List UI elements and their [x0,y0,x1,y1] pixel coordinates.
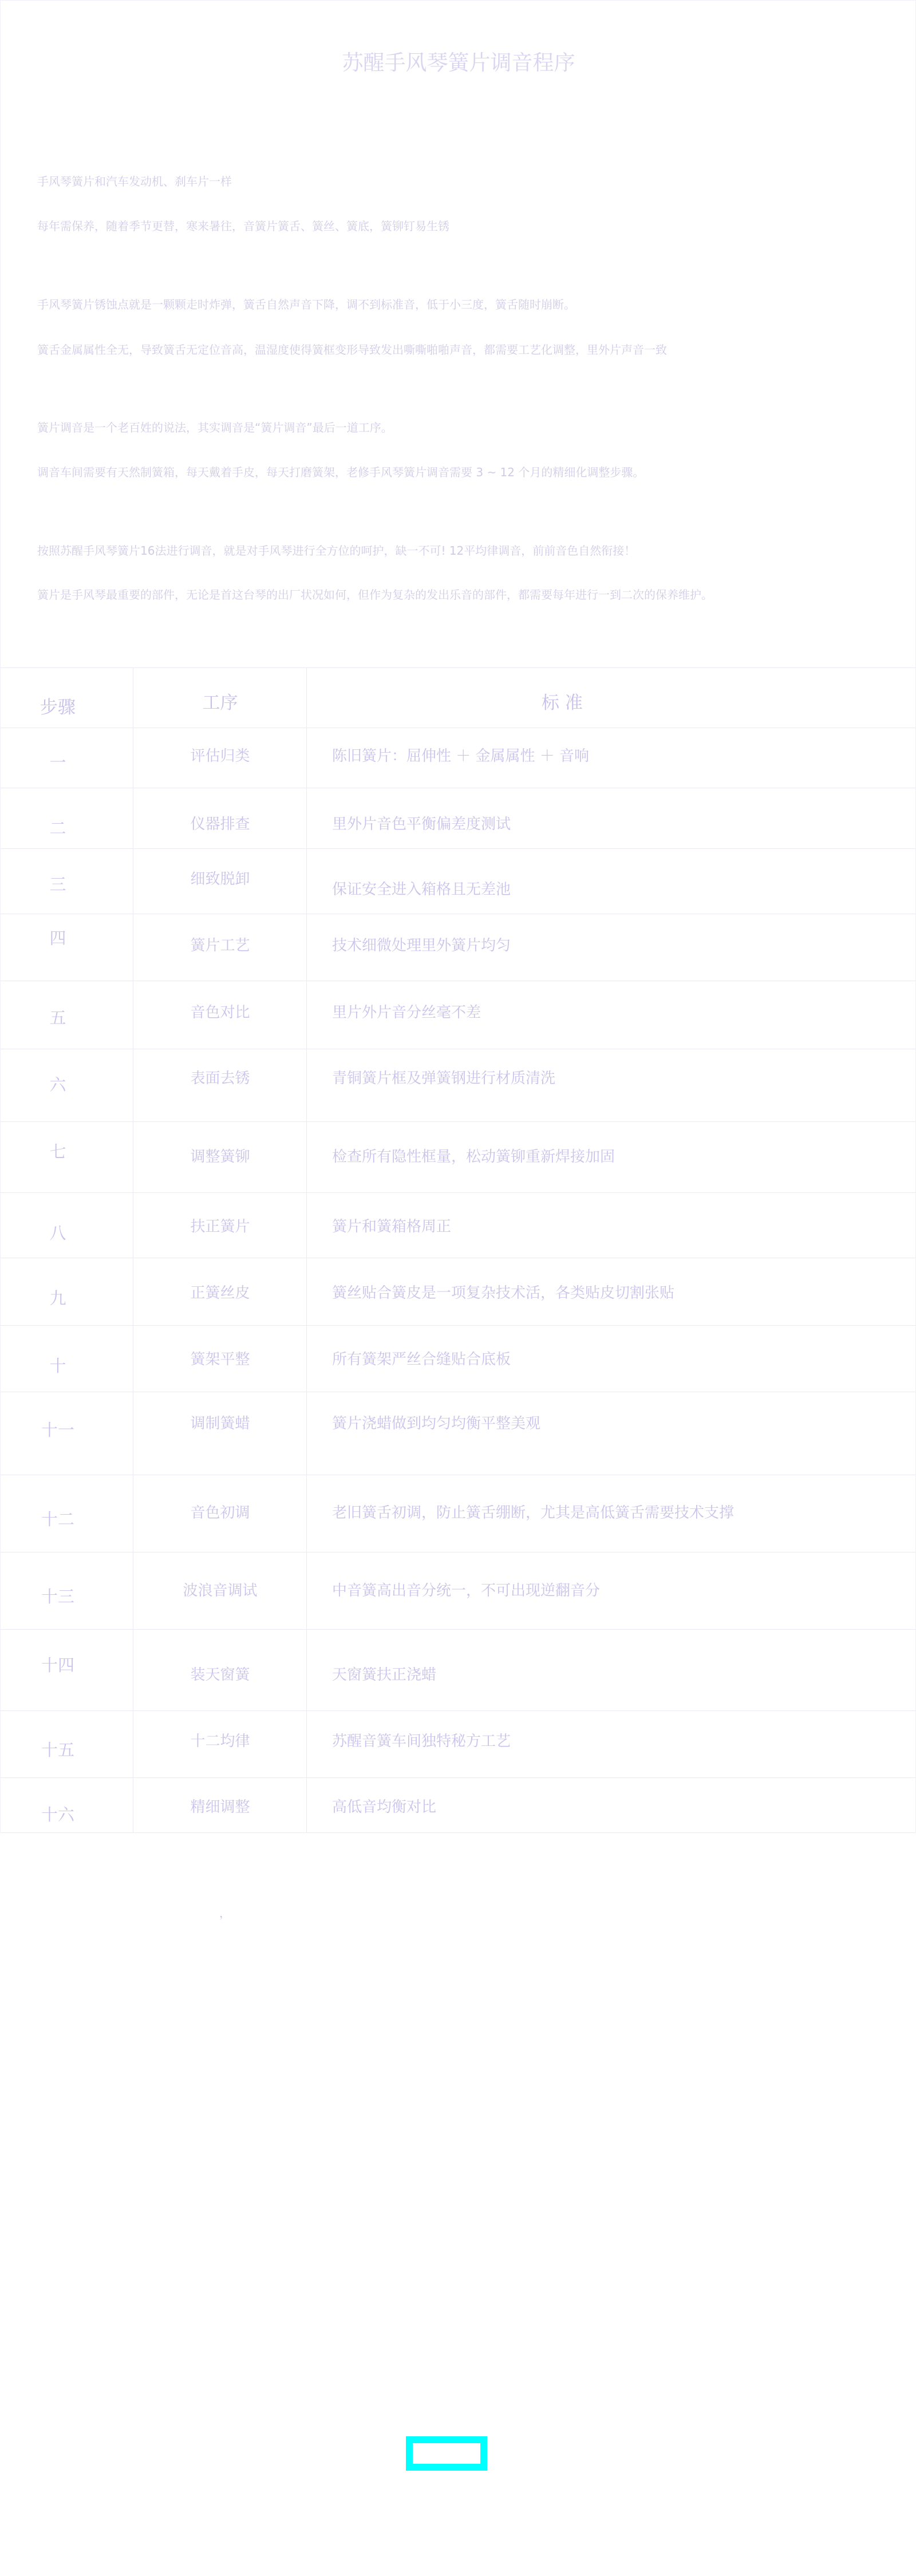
table-row [1,1258,915,1326]
row-step: 七 [49,1142,66,1161]
table-row [1,1711,915,1778]
row-step: 十 [49,1356,66,1376]
row-step: 十二 [41,1510,74,1529]
row-step: 八 [49,1223,66,1243]
row-process: 簧架平整 [190,1351,250,1368]
row-standard: 保证安全进入箱格且无差池 [332,881,511,898]
row-standard: 天窗簧扶正浇蜡 [332,1666,437,1684]
table-row [1,728,915,788]
table-row [1,788,915,849]
intro-paragraph-5: 簧片调音是一个老百姓的说法，其实调音是“簧片调音”最后一道工序。 [37,421,393,434]
row-step: 十一 [41,1420,74,1440]
row-process: 调制簧蜡 [190,1415,250,1432]
row-process: 音色初调 [190,1504,250,1522]
row-step: 六 [49,1075,66,1095]
row-step: 十三 [41,1587,74,1606]
row-process: 正簧丝皮 [190,1285,250,1302]
header-step: 步骤 [40,697,76,718]
row-step: 九 [49,1289,66,1308]
table-row [1,1552,915,1630]
row-step: 四 [49,929,66,948]
table-row [1,1778,915,1833]
intro-paragraph-7: 按照苏醒手风琴簧片16法进行调音，就是对手风琴进行全方位的呵护，缺一不可! 12平均律调音，前前音色自然衔接！ [37,544,636,558]
row-process: 音色对比 [190,1004,250,1021]
row-standard: 老旧簧舌初调，防止簧舌绷断，尤其是高低簧舌需要技术支撑 [332,1504,735,1522]
row-standard: 里外片音色平衡偏差度测试 [332,816,511,833]
row-standard: 高低音均衡对比 [332,1799,437,1816]
row-process: 评估归类 [190,748,250,765]
header-process: 工序 [202,693,238,713]
row-standard: 所有簧架严丝合缝贴合底板 [332,1351,511,1368]
footnote-mark: ， [219,1906,231,1920]
row-standard: 陈旧簧片：屈伸性 ＋ 金属属性 ＋ 音响 [332,748,590,765]
row-process: 装天窗簧 [190,1666,250,1684]
table-row [1,849,915,914]
row-step: 十六 [41,1805,74,1824]
row-step: 十四 [41,1656,74,1675]
table-row [1,1326,915,1392]
intro-paragraph-6: 调音车间需要有天然制簧箱，每天戴着手皮，每天打磨簧架，老修手风琴簧片调音需要 3 ~ 12 个月的精细化调整步骤。 [37,465,645,479]
row-step: 三 [49,875,66,894]
row-standard: 里片外片音分丝毫不差 [332,1004,481,1021]
row-process: 簧片工艺 [190,937,250,954]
row-standard: 簧片浇蜡做到均匀均衡平整美观 [332,1415,541,1432]
row-process: 细致脱卸 [190,871,250,888]
intro-paragraph-4: 簧舌金属属性全无，导致簧舌无定位音高，温湿度使得簧框变形导致发出嘶嘶啪啪声音，都需要工艺化调整，里外片声音一致 [37,343,667,357]
row-step: 一 [49,753,66,772]
row-standard: 中音簧高出音分统一，不可出现逆翻音分 [332,1582,601,1599]
row-step: 五 [49,1008,66,1028]
row-standard: 技术细微处理里外簧片均匀 [332,937,511,954]
row-process: 扶正簧片 [190,1218,250,1235]
page-title: 苏醒手风琴簧片调音程序 [342,50,575,75]
row-process: 仪器排查 [190,816,250,833]
table-header-row [1,668,915,728]
table-row [1,981,915,1049]
row-step: 二 [49,819,66,838]
intro-paragraph-3: 手风琴簧片锈蚀点就是一颗颗走时炸弹，簧舌自然声音下降，调不到标准音，低于小三度，簧舌随时崩断。 [37,298,575,311]
table-row [1,1122,915,1193]
table-row [1,1049,915,1122]
table-row [1,914,915,981]
row-process: 波浪音调试 [183,1582,258,1599]
tuning-steps-table [1,667,915,1833]
row-standard: 苏醒音簧车间独特秘方工艺 [332,1733,511,1750]
row-step: 十五 [41,1740,74,1760]
table-row [1,1392,915,1475]
intro-paragraph-2: 每年需保养，随着季节更替，寒来暑往，音簧片簧舌、簧丝、簧底，簧铆钉易生锈 [37,219,449,233]
row-process: 精细调整 [190,1799,250,1816]
highlight-box [406,2436,487,2471]
row-standard: 簧片和簧箱格周正 [332,1218,452,1235]
row-process: 十二均律 [190,1733,250,1750]
intro-paragraph-8: 簧片是手风琴最重要的部件，无论是首这台琴的出厂状况如何，但作为复杂的发出乐音的部件，都需要每年进行一到二次的保养维护。 [37,588,713,602]
row-process: 表面去锈 [190,1070,250,1087]
row-standard: 簧丝贴合簧皮是一项复杂技术活，各类贴皮切割张贴 [332,1285,675,1302]
row-standard: 青铜簧片框及弹簧钢进行材质清洗 [332,1070,556,1087]
row-standard: 检查所有隐性框量，松动簧铆重新焊接加固 [332,1148,615,1165]
table-row [1,1630,915,1711]
table-row [1,1193,915,1258]
row-process: 调整簧铆 [190,1148,250,1165]
table-row [1,1475,915,1552]
header-standard: 标 准 [542,693,583,713]
intro-paragraph-1: 手风琴簧片和汽车发动机、刹车片一样 [37,175,232,188]
